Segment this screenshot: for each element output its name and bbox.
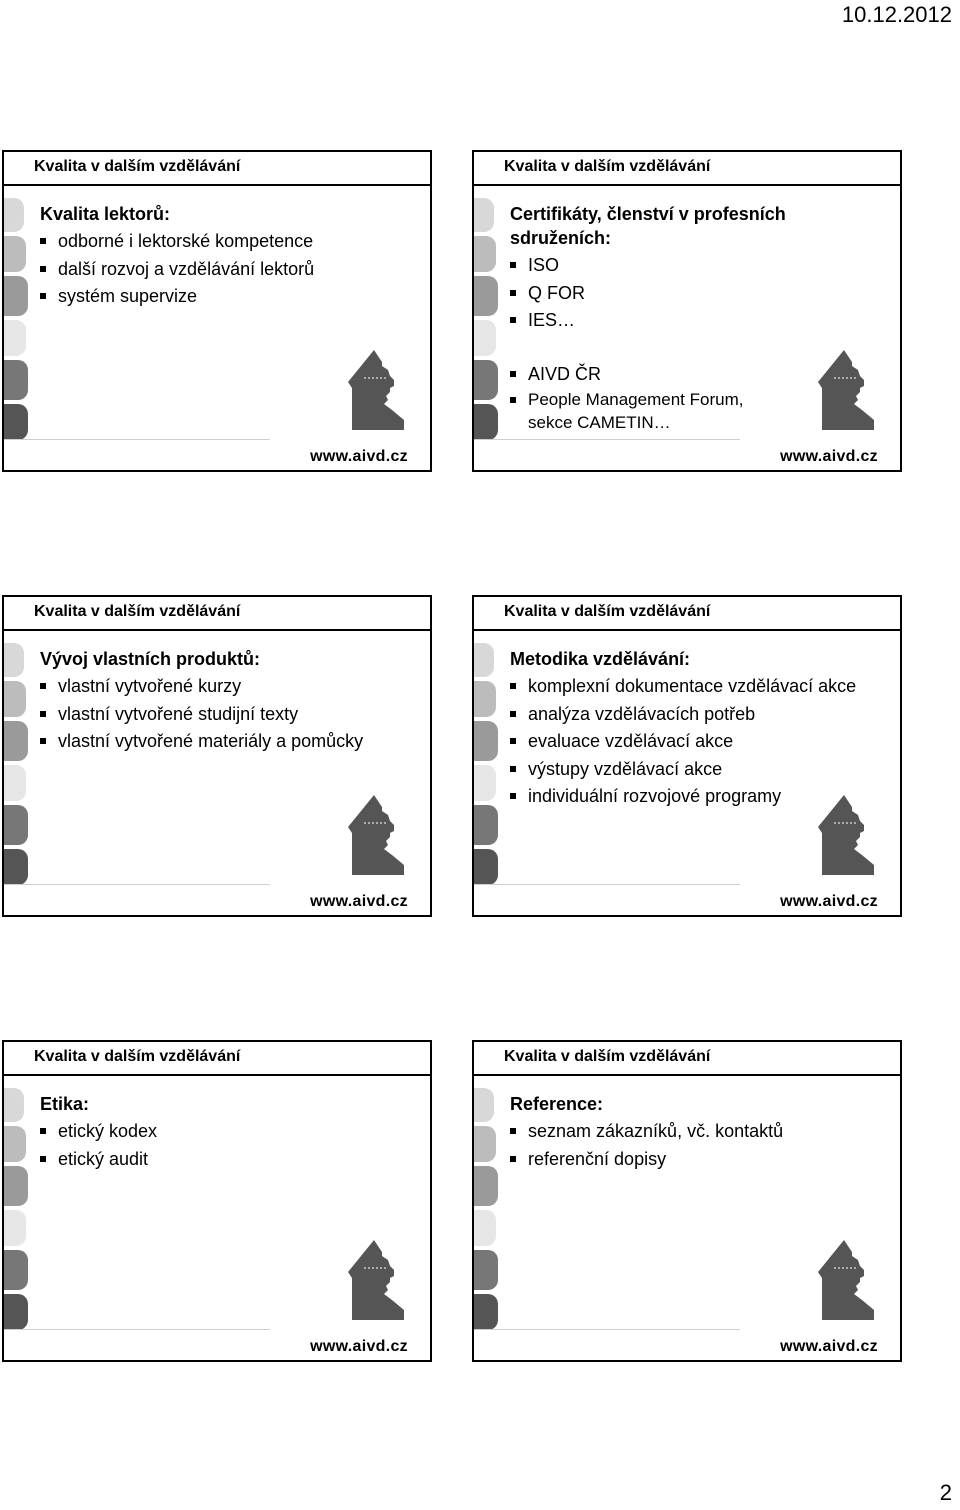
decorative-band (4, 1076, 28, 1330)
list-item: ISO (510, 252, 886, 280)
list-item: individuální rozvojové programy (510, 783, 886, 811)
decorative-band (4, 631, 28, 885)
list-item: evaluace vzdělávací akce (510, 728, 886, 756)
footer-url: www.aivd.cz (310, 448, 408, 465)
list-item: analýza vzdělávacích potřeb (510, 701, 886, 729)
footer-url: www.aivd.cz (780, 448, 878, 465)
slide-title: Kvalita lektorů: (40, 204, 171, 224)
print-date: 10.12.2012 (841, 2, 952, 27)
footer-rule (474, 884, 740, 885)
decorative-band (4, 186, 28, 440)
slide-5 (2, 1040, 432, 1362)
slide-header: Kvalita v dalším vzdělávání (474, 1042, 900, 1076)
decorative-band (474, 1076, 498, 1330)
slide-3 (2, 595, 432, 917)
page-number: 2 (939, 1480, 952, 1505)
footer-rule (474, 439, 740, 440)
slide-header: Kvalita v dalším vzdělávání (4, 597, 430, 631)
list-item: výstupy vzdělávací akce (510, 756, 886, 784)
list-item: komplexní dokumentace vzdělávací akce (510, 673, 886, 701)
aivd-logo-icon (348, 1238, 408, 1320)
slide-4 (472, 595, 902, 917)
list-item: etický audit (40, 1146, 416, 1174)
list-item: People Management Forum, (510, 388, 886, 411)
slide-6 (472, 1040, 902, 1362)
decorative-band (474, 631, 498, 885)
list-item: etický kodex (40, 1118, 416, 1146)
aivd-logo-icon (818, 348, 878, 430)
list-item: Q FOR (510, 280, 886, 308)
list-item: vlastní vytvořené materiály a pomůcky (40, 728, 416, 756)
footer-url: www.aivd.cz (310, 893, 408, 910)
slide-title: Etika: (40, 1094, 90, 1114)
decorative-band (474, 186, 498, 440)
slide-title: Reference: (510, 1094, 604, 1114)
list-item: další rozvoj a vzdělávání lektorů (40, 256, 416, 284)
list-item: seznam zákazníků, vč. kontaktů (510, 1118, 886, 1146)
slide-title: Vývoj vlastních produktů: (40, 649, 261, 669)
list-item: AIVD ČR (510, 361, 886, 389)
slide-2 (472, 150, 902, 472)
list-item: referenční dopisy (510, 1146, 886, 1174)
list-item: IES… (510, 307, 886, 335)
footer-rule (4, 439, 270, 440)
slide-header: Kvalita v dalším vzdělávání (474, 597, 900, 631)
slide-header: Kvalita v dalším vzdělávání (474, 152, 900, 186)
slide-header: Kvalita v dalším vzdělávání (4, 1042, 430, 1076)
slide-title: Certifikáty, členství v profesních sdruženích: (510, 204, 786, 248)
aivd-logo-icon (348, 348, 408, 430)
footer-url: www.aivd.cz (780, 893, 878, 910)
list-item-continuation: sekce CAMETIN… (528, 413, 671, 432)
slide-header: Kvalita v dalším vzdělávání (4, 152, 430, 186)
list-item: systém supervize (40, 283, 416, 311)
slide-title: Metodika vzdělávání: (510, 649, 691, 669)
list-item: vlastní vytvořené studijní texty (40, 701, 416, 729)
footer-rule (4, 884, 270, 885)
slide-1 (2, 150, 432, 472)
aivd-logo-icon (818, 1238, 878, 1320)
footer-url: www.aivd.cz (780, 1338, 878, 1355)
footer-rule (474, 1329, 740, 1330)
list-item: vlastní vytvořené kurzy (40, 673, 416, 701)
footer-rule (4, 1329, 270, 1330)
aivd-logo-icon (348, 793, 408, 875)
list-item: odborné i lektorské kompetence (40, 228, 416, 256)
footer-url: www.aivd.cz (310, 1338, 408, 1355)
aivd-logo-icon (818, 793, 878, 875)
